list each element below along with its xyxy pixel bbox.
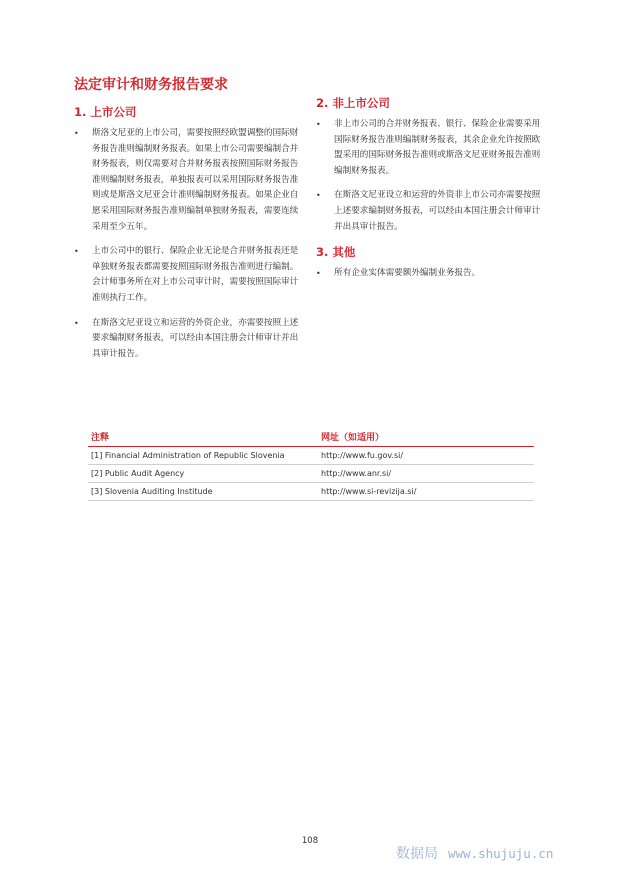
bullet-icon: •: [74, 129, 79, 138]
bullet-text: 斯洛文尼亚的上市公司，需要按照经欧盟调整的国际财务报告准则编制财务报表。如果上市公司需要编制合并财务报表，则仅需要对合并财务报表按照国际财务报告准则编制财务报表，单独报表可以采用国际财务报告准则或是斯洛文尼亚会计准则编制财务报表。如果企业自愿采用国际财务报告准则编制单独财务报表，需要连续采用至少五年。: [92, 128, 299, 232]
bullet-text: 非上市公司的合并财务报表、银行、保险企业需要采用国际财务报告准则编制财务报表，其余企业允许按照欧盟采用的国际财务报告准则或斯洛文尼亚财务报告准则编制财务报表。: [334, 119, 541, 176]
bullet-icon: •: [316, 191, 321, 201]
table-row: [88, 447, 534, 465]
list-item: [316, 266, 542, 282]
bullet-icon: •: [316, 120, 321, 129]
bullet-icon: •: [74, 318, 79, 328]
unlisted-bullet-list: [316, 117, 542, 235]
page-title: 法定审计和财务报告要求: [74, 77, 228, 93]
table-header-row: [88, 428, 534, 447]
table-row: [88, 465, 534, 483]
right-column: [316, 95, 542, 291]
url-cell: http://www.si-revizija.si/: [318, 483, 534, 501]
watermark-url: www.shujuju.cn: [448, 846, 554, 861]
bullet-text: 在斯洛文尼亚设立和运营的外资非上市公司亦需要按照上述要求编制财务报表，可以经由本国注册会计师审计并出具审计报告。: [334, 190, 541, 232]
url-cell: http://www.anr.si/: [318, 465, 534, 483]
bullet-icon: •: [316, 269, 321, 279]
bullet-text: 上市公司中的银行、保险企业无论是合并财务报表还是单独财务报表都需要按照国际财务报告准则进行编制。会计师事务所在对上市公司审计时，需要按照国际审计准则执行工作。: [92, 246, 299, 303]
note-cell: [1] Financial Administration of Republic Slovenia: [88, 447, 318, 465]
watermark-text: 数据局: [396, 846, 438, 862]
notes-table: [88, 428, 534, 501]
list-item: [316, 188, 542, 235]
list-item: [316, 117, 542, 179]
left-column: [74, 104, 300, 371]
other-bullet-list: [316, 266, 542, 282]
list-item: [74, 244, 300, 306]
bullet-icon: •: [74, 247, 79, 257]
section-heading-unlisted: 2. 非上市公司: [316, 96, 390, 110]
section-heading-listed: 1. 上市公司: [74, 105, 137, 119]
page-number: 108: [301, 836, 319, 846]
list-item: [74, 316, 300, 363]
watermark: [396, 843, 553, 863]
url-cell: http://www.fu.gov.si/: [318, 447, 534, 465]
note-cell: [3] Slovenia Auditing Institude: [88, 483, 318, 501]
bullet-text: 在斯洛文尼亚设立和运营的外资企业，亦需要按照上述要求编制财务报表，可以经由本国注册会计师审计并出具审计报告。: [92, 317, 299, 359]
listed-bullet-list: [74, 126, 300, 362]
bullet-text: 所有企业实体需要额外编制业务报告。: [334, 268, 481, 279]
column-header-url: 网址（如适用）: [318, 428, 534, 447]
column-header-notes: 注释: [88, 428, 318, 447]
list-item: [74, 126, 300, 235]
note-cell: [2] Public Audit Agency: [88, 465, 318, 483]
table-row: [88, 483, 534, 501]
section-heading-other: 3. 其他: [316, 245, 356, 260]
